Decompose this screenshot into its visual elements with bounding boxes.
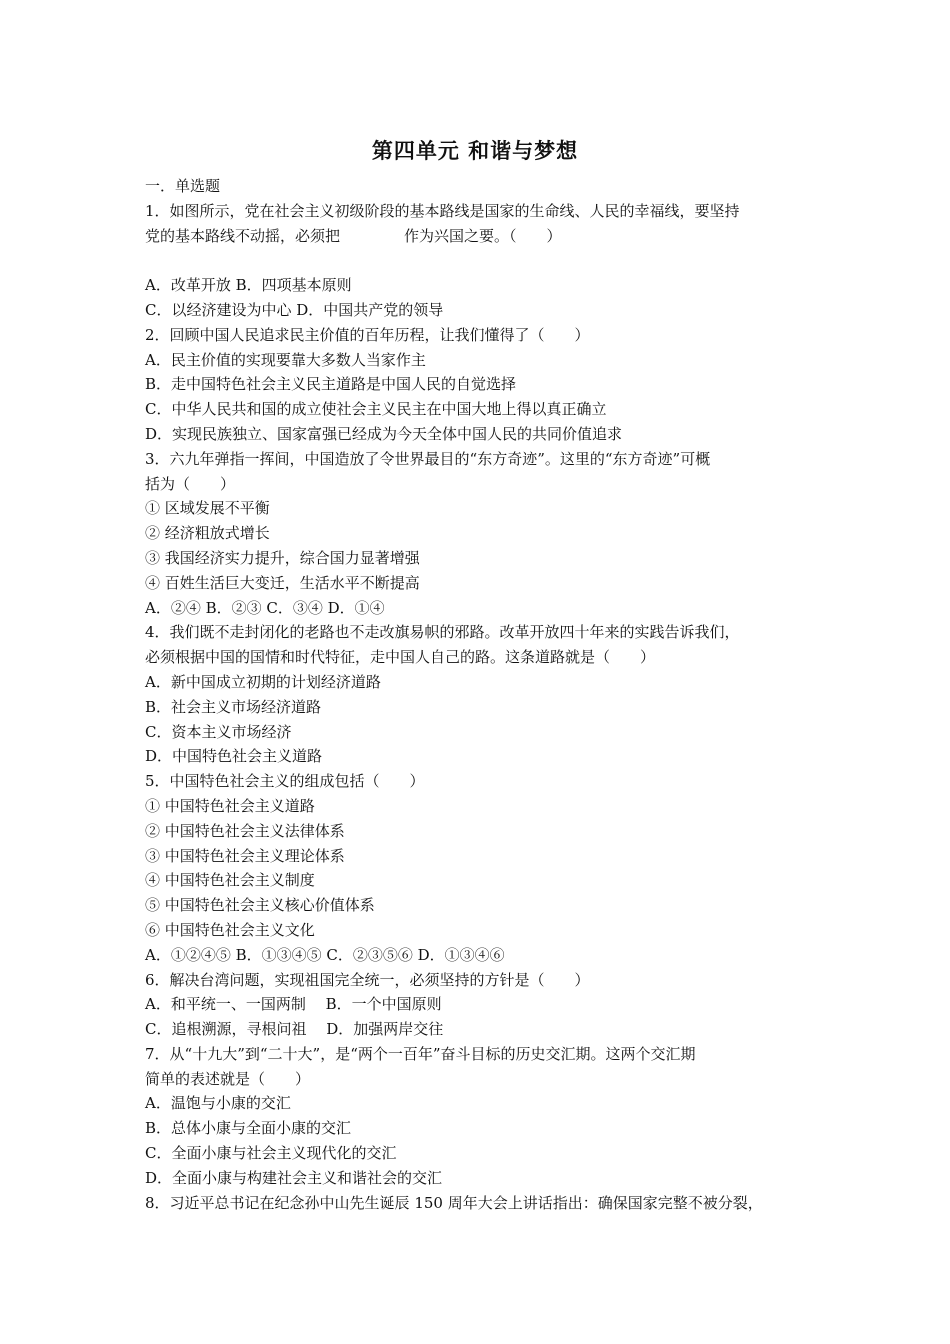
question-2-option-c: C．中华人民共和国的成立使社会主义民主在中国大地上得以真正确立: [145, 400, 607, 419]
question-3-item-1: ① 区域发展不平衡: [145, 499, 270, 518]
question-6-stem: 6．解决台湾问题，实现祖国完全统一，必须坚持的方针是（ ）: [145, 970, 590, 989]
question-4-stem-line-1: 4．我们既不走封闭化的老路也不走改旗易帜的邪路。改革开放四十年来的实践告诉我们，: [145, 623, 740, 642]
question-5-options: A．①②④⑤ B．①③④⑤ C．②③⑤⑥ D．①③④⑥: [145, 945, 505, 964]
question-5-item-2: ② 中国特色社会主义法律体系: [145, 821, 345, 840]
question-4-option-a: A．新中国成立初期的计划经济道路: [145, 672, 381, 691]
page-title: 第四单元 和谐与梦想: [371, 139, 579, 163]
question-7-option-a: A．温饱与小康的交汇: [145, 1094, 291, 1113]
question-3-stem-line-2: 括为（ ）: [145, 474, 236, 493]
question-4-stem-line-2: 必须根据中国的国情和时代特征，走中国人自己的路。这条道路就是（ ）: [145, 648, 656, 667]
question-content: [145, 174, 825, 1215]
question-4-option-b: B．社会主义市场经济道路: [145, 697, 322, 716]
question-1-line-2: [145, 224, 825, 249]
question-7-option-c: C．全面小康与社会主义现代化的交汇: [145, 1144, 397, 1163]
question-3-item-3: ③ 我国经济实力提升，综合国力显著增强: [145, 548, 420, 567]
question-6-option-ab: A．和平统一、一国两制 B．一个中国原则: [145, 995, 442, 1014]
question-4-option-c: C．资本主义市场经济: [145, 722, 292, 741]
question-2-option-b: B．走中国特色社会主义民主道路是中国人民的自觉选择: [145, 375, 517, 394]
question-1-option-cd: C．以经济建设为中心 D．中国共产党的领导: [145, 300, 444, 319]
question-1-text-before-blank: 党的基本路线不动摇，必须把: [145, 226, 341, 245]
question-5-item-1: ① 中国特色社会主义道路: [145, 796, 315, 815]
question-3-stem-line-1: 3．六九年弹指一挥间，中国造放了令世界最目的“东方奇迹”。这里的“东方奇迹”可概: [145, 449, 711, 468]
question-5-stem: 5．中国特色社会主义的组成包括（ ）: [145, 772, 425, 791]
question-3-item-2: ② 经济粗放式增长: [145, 524, 270, 543]
section-heading: 一．单选题: [145, 177, 221, 195]
question-1-line-1: 1．如图所示，党在社会主义初级阶段的基本路线是国家的生命线、人民的幸福线，要坚持: [145, 201, 740, 220]
question-1-option-ab: A．改革开放 B．四项基本原则: [145, 276, 352, 295]
question-7-stem-line-2: 简单的表述就是（ ）: [145, 1069, 311, 1088]
question-5-item-5: ⑤ 中国特色社会主义核心价值体系: [145, 896, 375, 915]
question-7-option-b: B．总体小康与全面小康的交汇: [145, 1119, 352, 1138]
question-1-text-after-blank: 作为兴国之要。（ ）: [404, 226, 562, 245]
question-8-stem-line-1: 8．习近平总书记在纪念孙中山先生诞辰 150 周年大会上讲话指出：确保国家完整不被分裂，: [145, 1193, 763, 1212]
question-4-option-d: D．中国特色社会主义道路: [145, 747, 323, 766]
question-2-stem: 2．回顾中国人民追求民主价值的百年历程，让我们懂得了（ ）: [145, 325, 590, 344]
question-3-item-4: ④ 百姓生活巨大变迁，生活水平不断提高: [145, 573, 420, 592]
question-7-option-d: D．全面小康与构建社会主义和谐社会的交汇: [145, 1168, 443, 1187]
question-2-option-a: A．民主价值的实现要靠大多数人当家作主: [145, 350, 426, 369]
question-5-item-4: ④ 中国特色社会主义制度: [145, 871, 315, 890]
question-5-item-3: ③ 中国特色社会主义理论体系: [145, 846, 345, 865]
question-6-option-cd: C．追根溯源，寻根问祖 D．加强两岸交往: [145, 1020, 444, 1039]
question-7-stem-line-1: 7．从“十九大”到“二十大”，是“两个一百年”奋斗目标的历史交汇期。这两个交汇期: [145, 1044, 696, 1063]
question-5-item-6: ⑥ 中国特色社会主义文化: [145, 920, 315, 939]
blank-line: [145, 248, 825, 273]
question-3-options: A．②④ B．②③ C．③④ D．①④: [145, 598, 385, 617]
question-2-option-d: D．实现民族独立、国家富强已经成为今天全体中国人民的共同价值追求: [145, 424, 623, 443]
